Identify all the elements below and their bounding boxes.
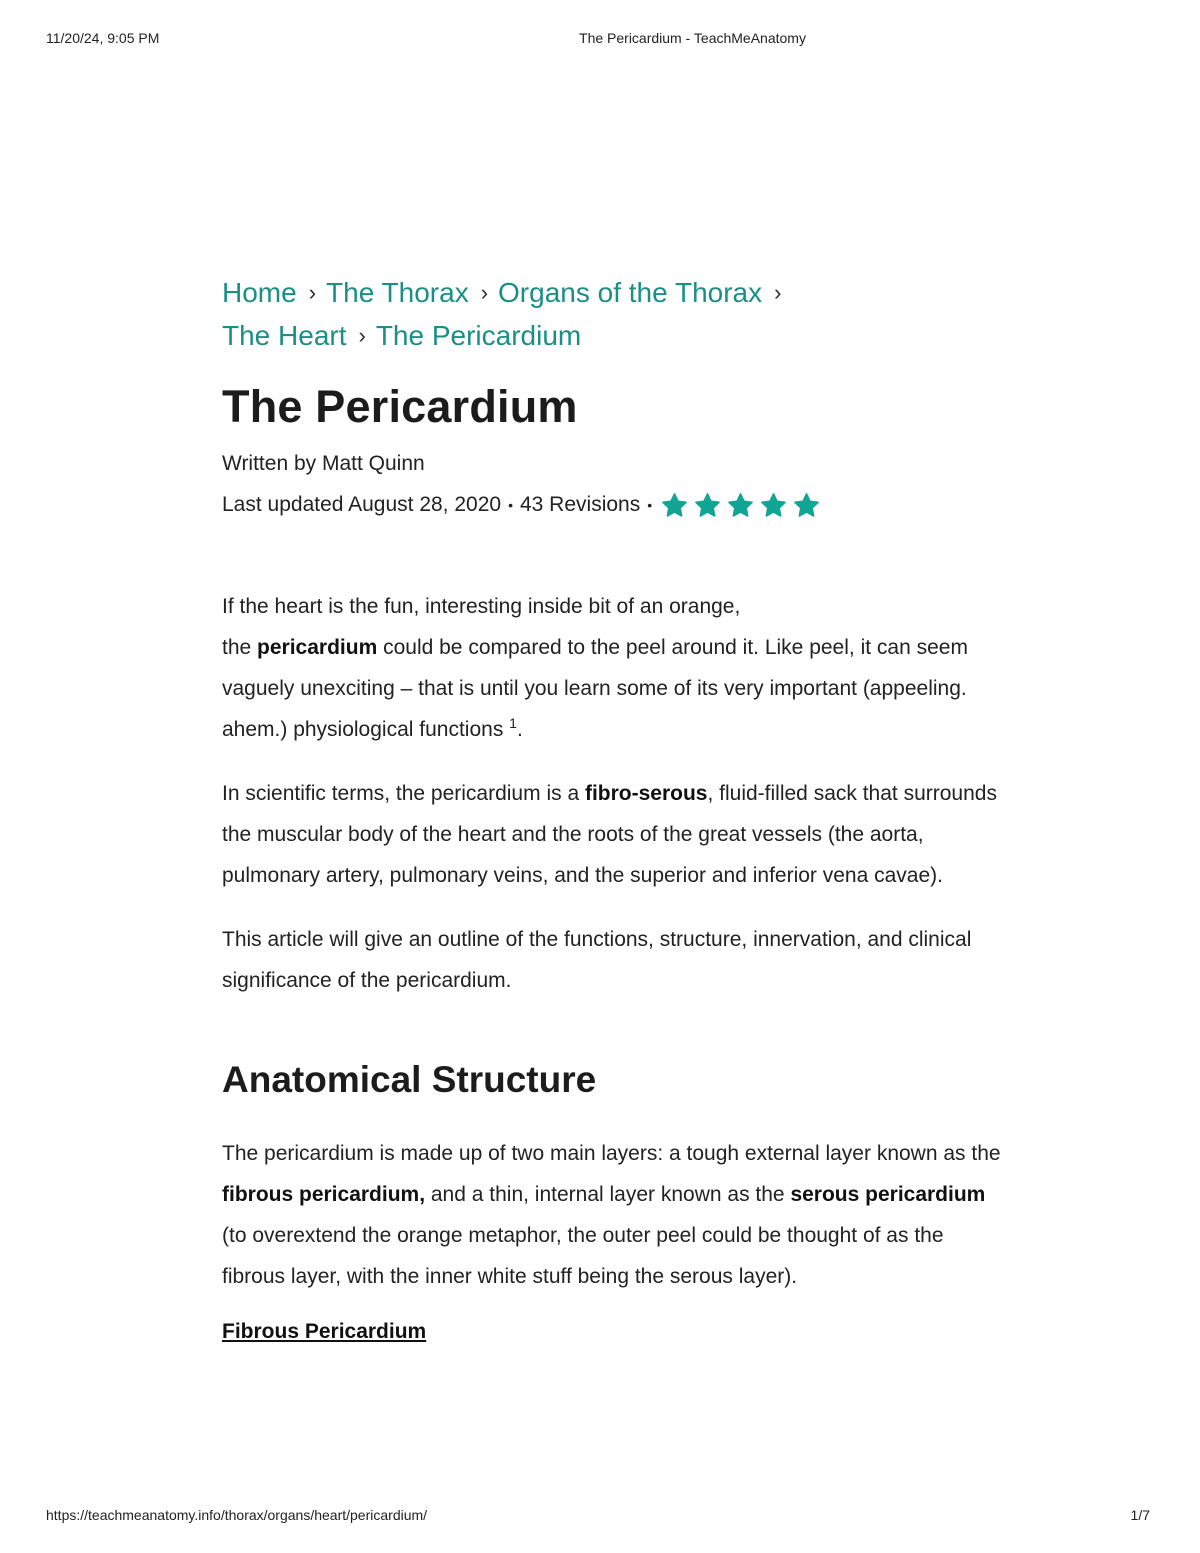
author-byline: Written by Matt Quinn	[222, 452, 425, 475]
breadcrumb-organs-of-the-thorax[interactable]: Organs of the Thorax	[498, 277, 763, 308]
footnote-ref[interactable]: 1	[509, 715, 517, 731]
print-header	[0, 30, 1200, 50]
article-intro	[222, 586, 1002, 1001]
breadcrumb-the-thorax[interactable]: The Thorax	[326, 277, 469, 308]
star-icon[interactable]	[760, 492, 787, 519]
subsection-title-fibrous-pericardium: Fibrous Pericardium	[222, 1320, 427, 1343]
intro-text: the	[222, 636, 258, 659]
print-document-title: The Pericardium - TeachMeAnatomy	[579, 30, 806, 46]
intro-text: In scientific terms, the pericardium is a	[222, 782, 585, 805]
intro-paragraph-3: This article will give an outline of the functions, structure, innervation, and clinical significance of the pericardium.	[222, 928, 972, 992]
intro-text: If the heart is the fun, interesting inside bit of an orange,	[222, 595, 741, 618]
chevron-right-icon: ›	[480, 280, 489, 305]
intro-text: .	[516, 718, 523, 741]
rating-stars[interactable]	[661, 492, 820, 519]
print-url: https://teachmeanatomy.info/thorax/organs/heart/pericardium/	[46, 1507, 428, 1523]
term-fibro-serous: fibro-serous	[584, 782, 708, 805]
page-title: The Pericardium	[222, 381, 578, 432]
chevron-right-icon: ›	[358, 323, 366, 348]
star-icon[interactable]	[727, 492, 754, 519]
print-datetime: 11/20/24, 9:05 PM	[46, 30, 160, 46]
star-icon[interactable]	[661, 492, 688, 519]
chevron-right-icon: ›	[308, 280, 317, 305]
section-text: (to overextend the orange metaphor, the outer peel could be thought of as the fibrous layer, with the inner white stuff being the serous layer).	[222, 1224, 944, 1288]
breadcrumb-home[interactable]: Home	[222, 277, 297, 308]
intro-text: could be compared to the peel around it. Like peel, it can seem vaguely unexciting – that is until you learn some of its very important (appeeling. ahem.) physiological functions	[222, 636, 968, 741]
star-icon[interactable]	[793, 492, 820, 519]
term-pericardium: pericardium	[257, 636, 378, 659]
page-number: 1/7	[1130, 1507, 1150, 1523]
chevron-right-icon: ›	[774, 280, 782, 305]
section-text: The pericardium is made up of two main layers: a tough external layer known as the	[222, 1142, 1001, 1165]
last-updated: Last updated August 28, 2020	[222, 493, 502, 516]
revisions-link[interactable]: 43 Revisions	[519, 493, 641, 516]
term-serous-pericardium: serous pericardium	[790, 1183, 986, 1206]
section-title-anatomical-structure: Anatomical Structure	[222, 1059, 597, 1100]
article-content	[222, 272, 1002, 1347]
breadcrumb-the-pericardium[interactable]: The Pericardium	[375, 320, 582, 351]
section-body	[222, 1133, 1002, 1347]
intro-text: , fluid-filled sack that surrounds the muscular body of the heart and the roots of the great vessels (the aorta, pulmonary artery, pulmonary veins, and the superior and inferior vena cavae).	[222, 782, 997, 887]
intro-paragraph-1	[222, 586, 1002, 750]
meta-separator: •	[508, 497, 513, 513]
meta-separator: •	[647, 497, 653, 513]
print-footer	[0, 1507, 1200, 1527]
star-icon[interactable]	[694, 492, 721, 519]
breadcrumb	[222, 272, 1002, 358]
breadcrumb-the-heart[interactable]: The Heart	[222, 320, 347, 351]
term-fibrous-pericardium: fibrous pericardium,	[222, 1183, 426, 1206]
intro-paragraph-2	[222, 773, 1002, 896]
section-paragraph	[222, 1133, 1002, 1297]
article-meta	[222, 490, 1002, 520]
section-text: and a thin, internal layer known as the	[425, 1183, 791, 1206]
